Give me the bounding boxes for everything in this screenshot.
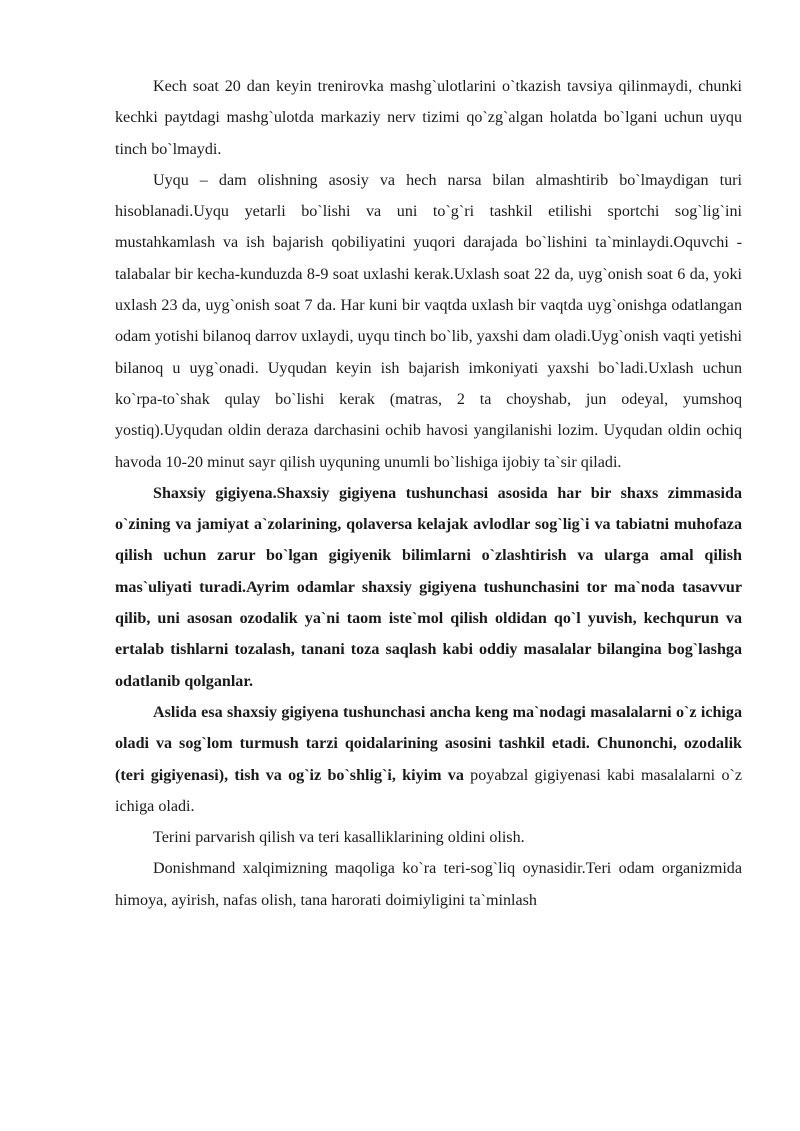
paragraph-sleep: Uyqu – dam olishning asosiy va hech narsa bilan almashtirib bo`lmaydigan turi hisoblanadi.Uyqu yetarli bo`lishi va uni to`g`ri tashkil etilishi sportchi sog`lig`ini mustahkamlash va ish bajarish qobiliyatini yuqori darajada bo`lishini ta`minlaydi.Oquvchi - talabalar bir kecha-kunduzda 8-9 soat uxlashi kerak.Uxlash soat 22 da, uyg`onish soat 6 da, yoki uxlash 23 da, uyg`onish soat 7 da. Har kuni bir vaqtda uxlash bir vaqtda uyg`onishga odatlangan odam yotishi bilanoq darrov uxlaydi, uyqu tinch bo`lib, yaxshi dam oladi.Uyg`onish vaqti yetishi bilanoq u uyg`onadi. Uyqudan keyin ish bajarish imkoniyati yaxshi bo`ladi.Uxlash uchun ko`rpa-to`shak qulay bo`lishi kerak (matras, 2 ta choyshab, jun odeyal, yumshoq yostiq).Uyqudan oldin deraza darchasini ochib havosi yangilanishi lozim. Uyqudan oldin ochiq havoda 10-20 minut sayr qilish uyquning unumli bo`lishiga ijobiy ta`sir qiladi. (115, 171, 742, 471)
paragraph-skin-care-heading: Terini parvarish qilish va teri kasalliklarining oldini olish. (153, 829, 525, 847)
paragraph-hygiene-scope-normal: poyabzal gigiyenasi kabi masalalarni o`z ichiga oladi. (115, 766, 742, 815)
paragraph-skin-proverb: Donishmand xalqimizning maqoliga ko`ra teri-sog`liq oynasidir.Teri odam organizmida himoya, ayirish, nafas olish, tana harorati doimiyligini ta`minlash (115, 860, 742, 909)
document-page (115, 71, 742, 916)
paragraph-personal-hygiene: Shaxsiy gigiyena.Shaxsiy gigiyena tushunchasi asosida har bir shaxs zimmasida o`zining va jamiyat a`zolarining, qolaversa kelajak avlodlar sog`lig`i va tabiatni muhofaza qilish uchun zarur bo`lgan gigiyenik bilimlarni o`zlashtirish va ularga amal qilish mas`uliyati turadi.Ayrim odamlar shaxsiy gigiyena tushunchasini tor ma`noda tasavvur qilib, uni asosan ozodalik ya`ni taom iste`mol qilish oldidan qo`l yuvish, kechqurun va ertalab tishlarni tozalash, tanani toza saqlash kabi oddiy masalalar bilangina bog`lashga odatlanib qolganlar. (115, 484, 742, 690)
paragraph-hygiene-scope (115, 697, 742, 822)
paragraph-evening-training: Kech soat 20 dan keyin trenirovka mashg`ulotlarini o`tkazish tavsiya qilinmaydi, chunki kechki paytdagi mashg`ulotda markaziy nerv tizimi qo`zg`algan holatda bo`lgani uchun uyqu tinch bo`lmaydi. (115, 78, 742, 158)
paragraph-hygiene-scope-bold: Aslida esa shaxsiy gigiyena tushunchasi ancha keng ma`nodagi masalalarni o`z ichiga oladi va sog`lom turmush tarzi qoidalarining asosini tashkil etadi. Chunonchi, ozodalik (teri gigiyenasi), tish va og`iz bo`shlig`i, kiyim va (115, 703, 742, 784)
